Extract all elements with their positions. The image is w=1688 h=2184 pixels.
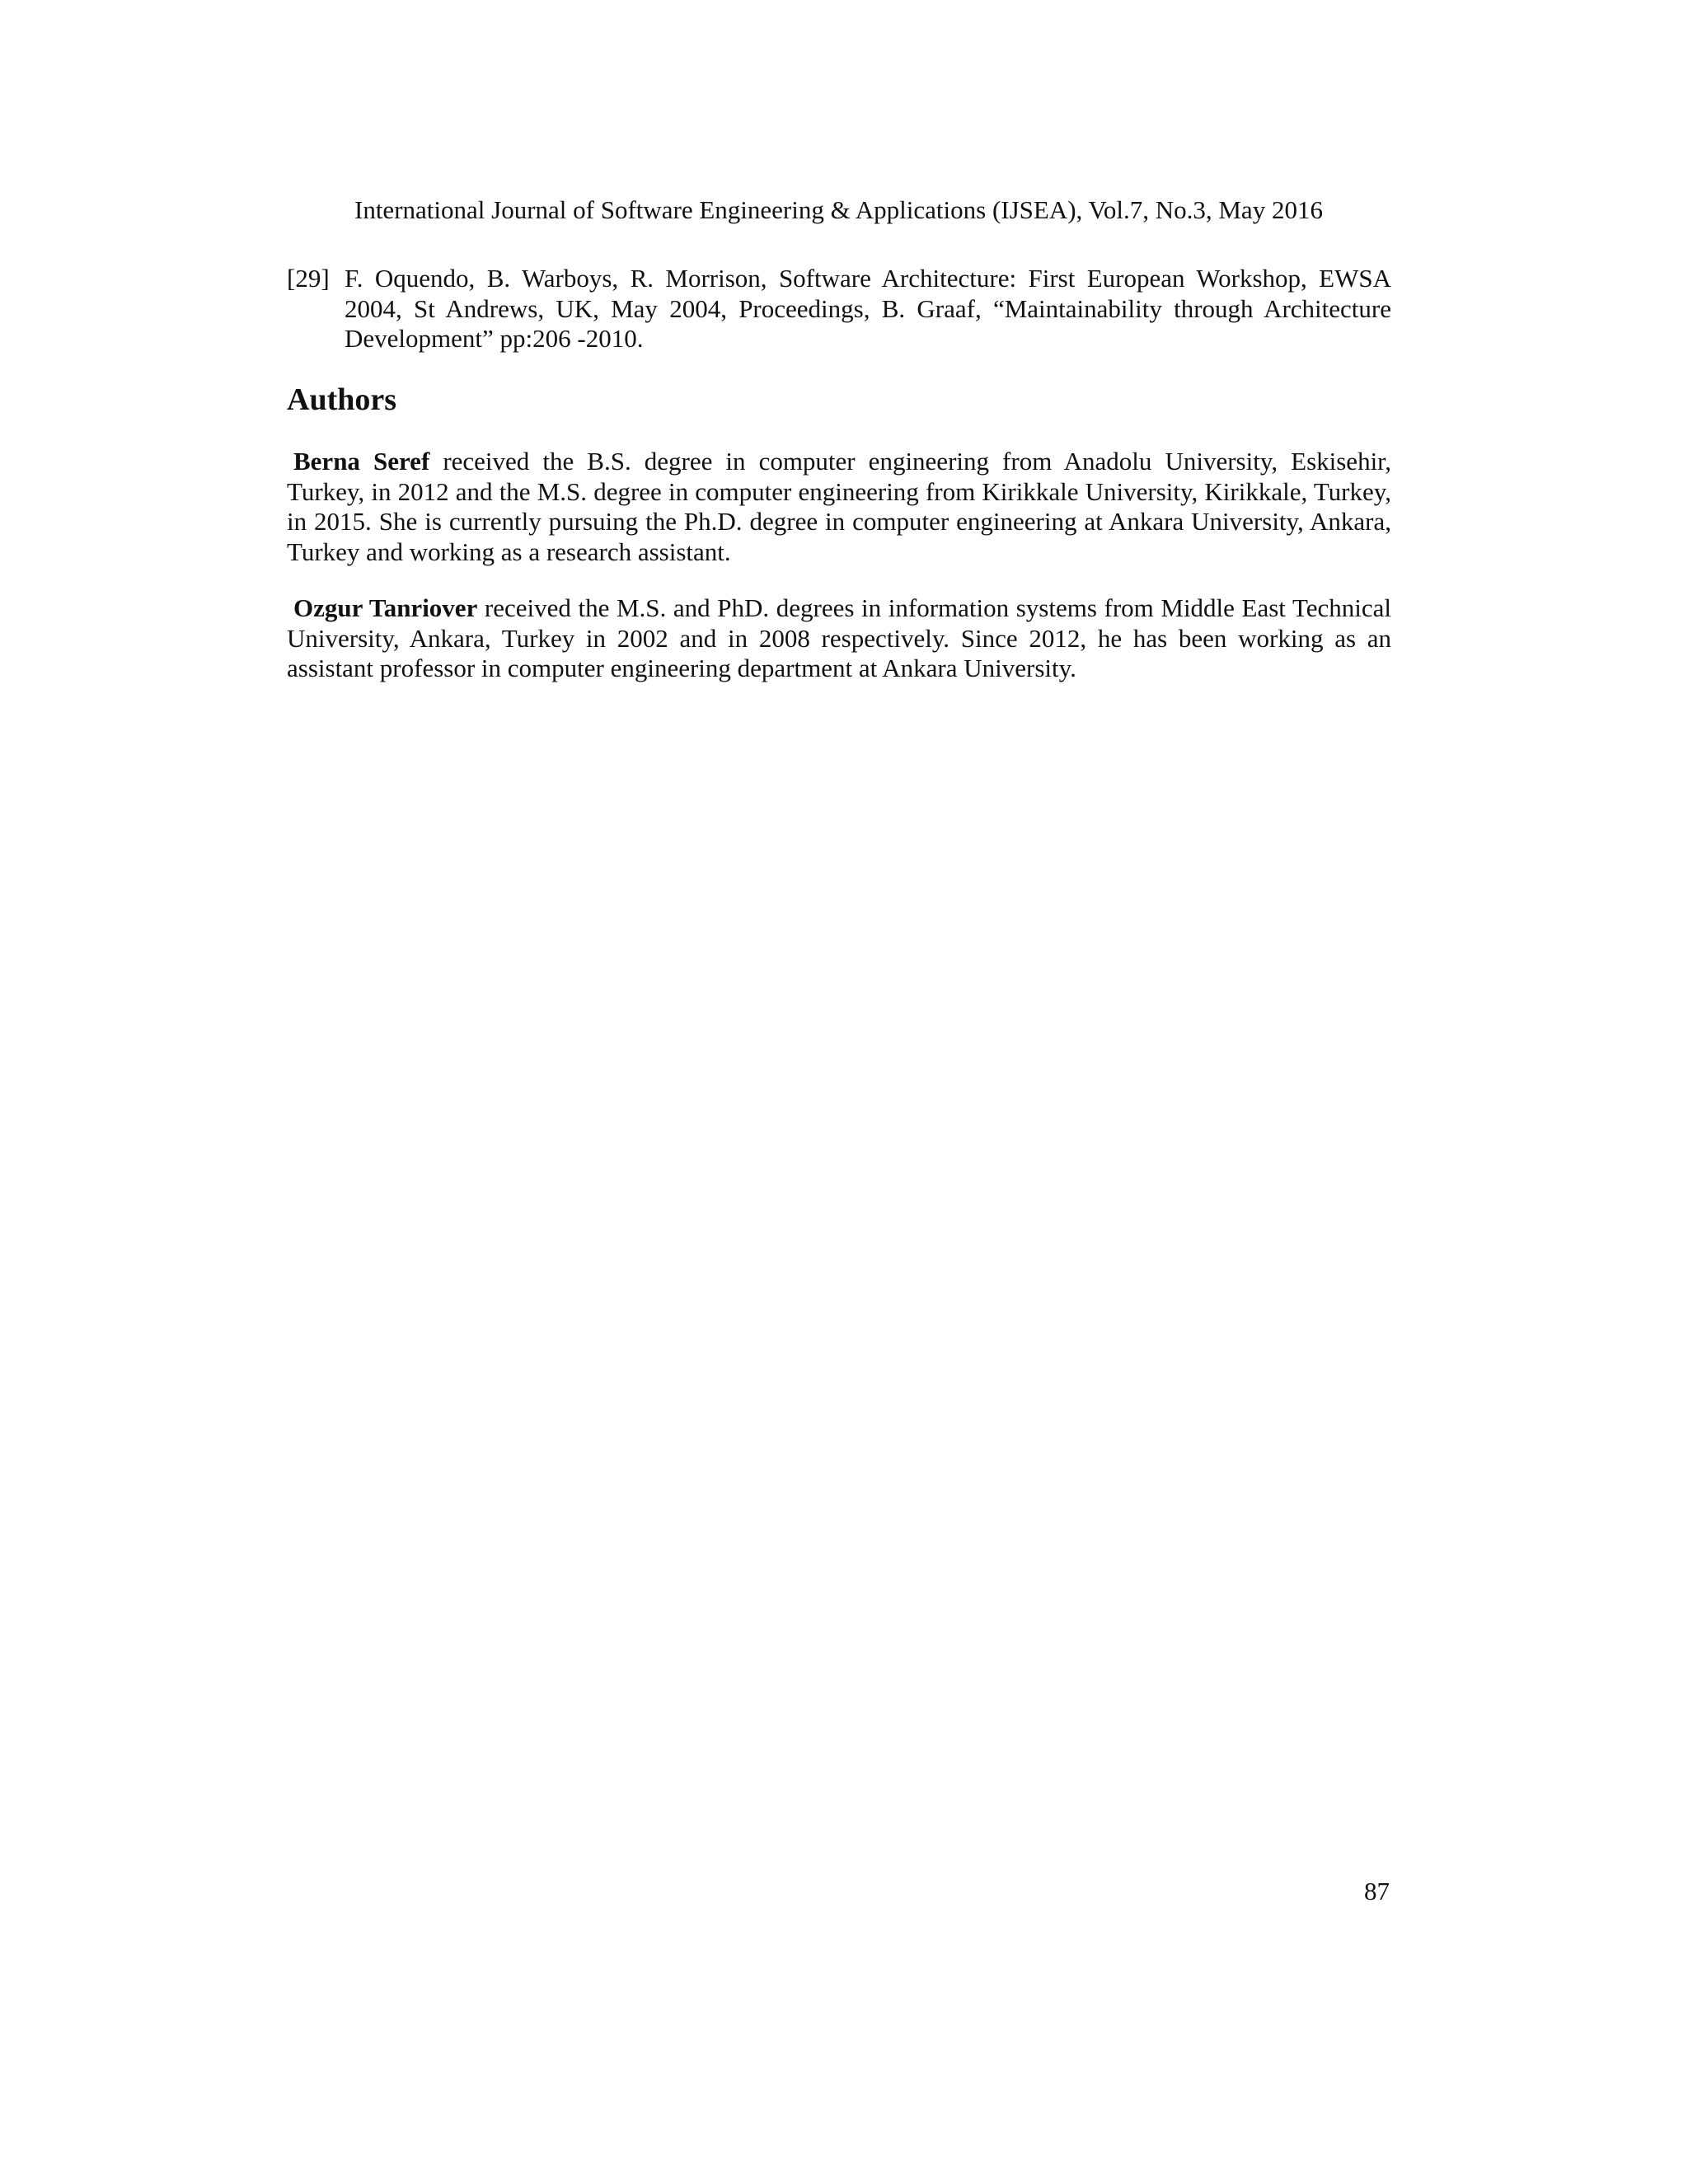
reference-number: [29] (287, 264, 330, 293)
author-bio-text: received the B.S. degree in computer engineering from Anadolu University, Eskisehir, Turkey, in 2012 and the M.S. degree in computer engineering from Kirikkale University, Kirikkale, Turkey, in 2015. She is currently pursuing the Ph.D. degree in computer engineering at Ankara University, Ankara, Turkey and working as a research assistant. (287, 447, 1392, 566)
author-bio (287, 593, 1391, 684)
journal-running-header: International Journal of Software Engineering & Applications (IJSEA), Vol.7, No.3, May 2016 (354, 195, 1323, 224)
author-name: Berna Seref (293, 447, 430, 476)
reference-text: F. Oquendo, B. Warboys, R. Morrison, Software Architecture: First European Workshop, EWSA 2004, St Andrews, UK, May 2004, Proceedings, B. Graaf, “Maintainability through Architecture Development” pp:206 -2010. (345, 264, 1391, 353)
author-bio-text: received the M.S. and PhD. degrees in information systems from Middle East Technical University, Ankara, Turkey in 2002 and in 2008 respectively. Since 2012, he has been working as an assistant professor in computer engineering department at Ankara University. (287, 593, 1391, 682)
authors-heading: Authors (287, 382, 397, 417)
reference-entry (287, 264, 1391, 354)
page-number: 87 (1364, 1877, 1390, 1905)
author-name: Ozgur Tanriover (293, 593, 478, 622)
author-bio (287, 447, 1391, 567)
